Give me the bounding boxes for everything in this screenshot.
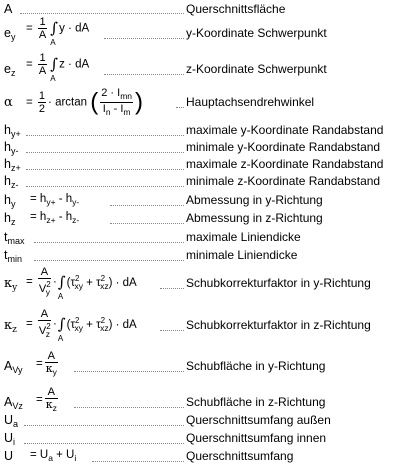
row-ez <box>0 52 402 86</box>
description: Querschnittsumfang innen <box>186 431 327 445</box>
leader-dots <box>74 371 184 372</box>
symbol: $h_y$ <box>4 193 16 209</box>
row-hy-minus <box>0 139 402 156</box>
formula: = $h_{z+} - h_{z-}$ <box>30 211 80 225</box>
symbol: $\kappa_y$ <box>4 276 18 293</box>
formula: = $\frac{1}{A}$ ∫ A y · dA <box>26 16 90 47</box>
symbol: $U_a$ <box>4 413 19 429</box>
integral-sign: ∫ A <box>50 55 59 83</box>
formula: = $U_a + U_i$ <box>30 449 77 463</box>
leader-dots <box>34 260 184 261</box>
symbol: $\kappa_z$ <box>4 318 17 335</box>
symbol: $h_z$ <box>4 211 16 227</box>
inner-fraction: $\frac{2 \cdot I_{mn}}{I_n - I_m}$ <box>101 87 133 117</box>
leader-dots <box>74 407 184 408</box>
formula: = $\frac{A}{\kappa_y}$ <box>36 350 57 377</box>
description: z-Koordinate Schwerpunkt <box>186 62 327 76</box>
description: y-Koordinate Schwerpunkt <box>186 26 327 40</box>
description: maximale z-Koordinate Randabstand <box>186 157 384 171</box>
row-hz <box>0 210 402 228</box>
row-tmin <box>0 247 402 264</box>
symbol: $A_{Vy}$ <box>4 359 23 375</box>
leader-dots <box>176 107 184 108</box>
description: Schubkorrekturfaktor in y-Richtung <box>186 276 371 290</box>
row-u <box>0 448 402 465</box>
leader-dots <box>26 152 184 153</box>
leader-dots <box>26 186 184 187</box>
leader-dots <box>26 169 184 170</box>
leader-dots <box>92 461 184 462</box>
formula: = $\frac{A}{V^2_z}$ ·∫ A $(\tau^2_{xy} + \tau^2_{xz})$ · dA <box>26 308 137 343</box>
description: Schubfläche in z-Richtung <box>186 395 326 409</box>
description: Abmessung in z-Richtung <box>186 211 323 225</box>
formula: = $h_{y+} - h_{y-}$ <box>30 193 80 207</box>
leader-dots <box>20 13 184 14</box>
integral-sign: ∫ A <box>57 314 66 343</box>
leader-dots <box>34 242 184 243</box>
formula: = $\frac{1}{2}$ · arctan ( $\frac{2 \cdot I_{mn}}{I_n - I_m}$ ) <box>26 87 144 117</box>
symbol: $t_{max}$ <box>4 230 25 246</box>
fraction: $\frac{1}{2}$ <box>38 90 46 115</box>
description: Hauptachsendrehwinkel <box>186 95 315 109</box>
row-hy-plus <box>0 122 402 139</box>
description: minimale z-Koordinate Randabstand <box>186 174 381 188</box>
row-hz-minus <box>0 173 402 190</box>
description: minimale Liniendicke <box>186 248 298 262</box>
symbol: $h_{z+}$ <box>4 157 21 173</box>
symbol: $h_{z-}$ <box>4 174 19 190</box>
symbol: $h_{y-}$ <box>4 140 19 156</box>
integral-sign: ∫ A <box>57 272 66 301</box>
row-avy <box>0 348 402 384</box>
symbol: $A_{Vz}$ <box>4 395 23 411</box>
leader-dots <box>160 330 184 331</box>
symbol: $h_{y+}$ <box>4 123 21 139</box>
row-tmax <box>0 229 402 246</box>
formula: = $\frac{1}{A}$ ∫ A z · dA <box>26 52 90 83</box>
fraction: $\frac{1}{A}$ <box>38 16 47 41</box>
description: Schubfläche in y-Richtung <box>186 359 326 373</box>
leader-dots <box>24 425 184 426</box>
description: maximale Liniendicke <box>186 230 301 244</box>
description: minimale y-Koordinate Randabstand <box>186 140 381 154</box>
row-hz-plus <box>0 156 402 173</box>
fraction: $\frac{A}{\kappa_z}$ <box>45 386 57 413</box>
formula: = $\frac{A}{\kappa_z}$ <box>36 386 57 413</box>
fraction: $\frac{1}{A}$ <box>38 52 47 77</box>
description: Querschnittsumfang außen <box>186 413 331 427</box>
symbol: U <box>4 449 14 463</box>
symbol: A <box>4 2 13 16</box>
leader-dots <box>24 443 184 444</box>
description: Querschnittsumfang <box>186 449 294 463</box>
symbol: $t_{min}$ <box>4 248 22 264</box>
fraction: $\frac{A}{\kappa_y}$ <box>45 350 57 377</box>
row-ua <box>0 412 402 429</box>
row-kappa-z <box>0 306 402 346</box>
symbol: $e_z$ <box>4 62 16 78</box>
integral-sign: ∫ A <box>50 19 59 47</box>
leader-dots <box>104 74 184 75</box>
row-ey <box>0 16 402 50</box>
row-area <box>0 2 402 16</box>
row-kappa-y <box>0 264 402 304</box>
leader-dots <box>26 135 184 136</box>
row-ui <box>0 430 402 447</box>
leader-dots <box>160 288 184 289</box>
description: Querschnittsfläche <box>186 2 286 16</box>
leader-dots <box>104 38 184 39</box>
row-hy <box>0 192 402 210</box>
symbol: $e_y$ <box>4 26 16 42</box>
description: maximale y-Koordinate Randabstand <box>186 123 384 137</box>
row-alpha <box>0 86 402 120</box>
symbol: $U_i$ <box>4 431 16 447</box>
leader-dots <box>110 223 184 224</box>
leader-dots <box>110 205 184 206</box>
formula: = $\frac{A}{V^2_y}$ ·∫ A $(\tau^2_{xy} + \tau^2_{xz})$ · dA <box>26 266 137 301</box>
description: Abmessung in y-Richtung <box>186 193 323 207</box>
description: Schubkorrekturfaktor in z-Richtung <box>186 318 371 332</box>
fraction: $\frac{A}{V^2_y}$ <box>38 266 51 297</box>
symbol: α <box>4 95 13 110</box>
fraction: $\frac{A}{V^2_z}$ <box>38 308 51 339</box>
